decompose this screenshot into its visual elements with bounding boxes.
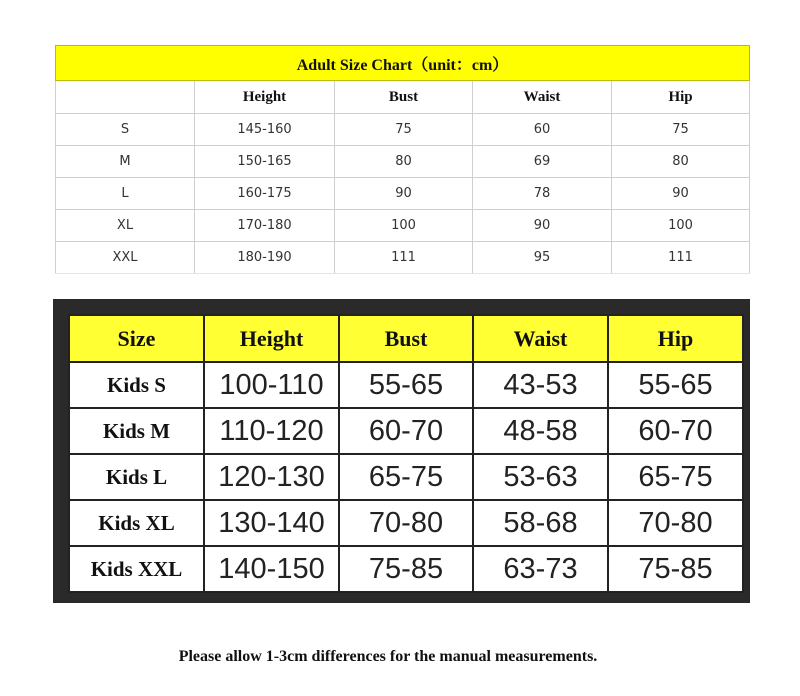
kids-cell-height: 100-110 bbox=[204, 362, 339, 408]
adult-cell-hip: 80 bbox=[612, 146, 750, 178]
adult-row-xl bbox=[56, 210, 750, 242]
kids-header-height: Height bbox=[204, 315, 339, 362]
adult-title-row bbox=[56, 46, 750, 81]
kids-cell-size: Kids M bbox=[69, 408, 204, 454]
adult-cell-hip: 90 bbox=[612, 178, 750, 210]
adult-cell-size: XXL bbox=[56, 242, 195, 274]
kids-cell-hip: 60-70 bbox=[608, 408, 743, 454]
adult-header-size bbox=[56, 81, 195, 114]
adult-row-l bbox=[56, 178, 750, 210]
adult-header-waist: Waist bbox=[473, 81, 612, 114]
adult-cell-bust: 75 bbox=[335, 114, 473, 146]
adult-cell-size: S bbox=[56, 114, 195, 146]
kids-cell-hip: 70-80 bbox=[608, 500, 743, 546]
adult-cell-size: XL bbox=[56, 210, 195, 242]
kids-cell-height: 130-140 bbox=[204, 500, 339, 546]
adult-cell-hip: 100 bbox=[612, 210, 750, 242]
adult-row-xxl bbox=[56, 242, 750, 274]
kids-cell-hip: 55-65 bbox=[608, 362, 743, 408]
kids-cell-bust: 75-85 bbox=[339, 546, 473, 592]
adult-header-row bbox=[56, 81, 750, 114]
kids-cell-bust: 70-80 bbox=[339, 500, 473, 546]
kids-cell-waist: 48-58 bbox=[473, 408, 608, 454]
adult-header-bust: Bust bbox=[335, 81, 473, 114]
kids-cell-waist: 53-63 bbox=[473, 454, 608, 500]
adult-cell-height: 180-190 bbox=[195, 242, 335, 274]
kids-header-row bbox=[69, 315, 743, 362]
kids-header-hip: Hip bbox=[608, 315, 743, 362]
kids-cell-hip: 75-85 bbox=[608, 546, 743, 592]
adult-cell-hip: 111 bbox=[612, 242, 750, 274]
adult-cell-waist: 90 bbox=[473, 210, 612, 242]
kids-header-bust: Bust bbox=[339, 315, 473, 362]
adult-cell-waist: 60 bbox=[473, 114, 612, 146]
kids-cell-waist: 58-68 bbox=[473, 500, 608, 546]
kids-cell-height: 110-120 bbox=[204, 408, 339, 454]
adult-header-hip: Hip bbox=[612, 81, 750, 114]
adult-cell-bust: 111 bbox=[335, 242, 473, 274]
adult-row-m bbox=[56, 146, 750, 178]
kids-cell-bust: 65-75 bbox=[339, 454, 473, 500]
kids-row-m bbox=[69, 408, 743, 454]
adult-header-height: Height bbox=[195, 81, 335, 114]
adult-size-table bbox=[55, 45, 750, 274]
kids-row-s bbox=[69, 362, 743, 408]
kids-cell-size: Kids L bbox=[69, 454, 204, 500]
adult-cell-waist: 78 bbox=[473, 178, 612, 210]
kids-cell-height: 120-130 bbox=[204, 454, 339, 500]
kids-cell-size: Kids XXL bbox=[69, 546, 204, 592]
kids-cell-size: Kids XL bbox=[69, 500, 204, 546]
adult-cell-height: 150-165 bbox=[195, 146, 335, 178]
adult-table-title: Adult Size Chart（unit：cm） bbox=[56, 46, 750, 81]
adult-cell-height: 145-160 bbox=[195, 114, 335, 146]
kids-cell-bust: 60-70 bbox=[339, 408, 473, 454]
adult-cell-bust: 100 bbox=[335, 210, 473, 242]
adult-cell-size: L bbox=[56, 178, 195, 210]
kids-cell-size: Kids S bbox=[69, 362, 204, 408]
kids-row-xl bbox=[69, 500, 743, 546]
kids-row-xxl bbox=[69, 546, 743, 592]
kids-cell-waist: 63-73 bbox=[473, 546, 608, 592]
measurement-note: Please allow 1-3cm differences for the manual measurements. bbox=[178, 648, 598, 665]
adult-cell-height: 170-180 bbox=[195, 210, 335, 242]
kids-header-waist: Waist bbox=[473, 315, 608, 362]
kids-cell-waist: 43-53 bbox=[473, 362, 608, 408]
adult-cell-bust: 80 bbox=[335, 146, 473, 178]
kids-cell-height: 140-150 bbox=[204, 546, 339, 592]
kids-cell-hip: 65-75 bbox=[608, 454, 743, 500]
kids-row-l bbox=[69, 454, 743, 500]
kids-size-table bbox=[68, 314, 744, 593]
kids-header-size: Size bbox=[69, 315, 204, 362]
adult-cell-hip: 75 bbox=[612, 114, 750, 146]
adult-cell-waist: 69 bbox=[473, 146, 612, 178]
adult-cell-bust: 90 bbox=[335, 178, 473, 210]
adult-cell-height: 160-175 bbox=[195, 178, 335, 210]
adult-cell-size: M bbox=[56, 146, 195, 178]
adult-row-s bbox=[56, 114, 750, 146]
adult-cell-waist: 95 bbox=[473, 242, 612, 274]
kids-cell-bust: 55-65 bbox=[339, 362, 473, 408]
kids-table-frame bbox=[53, 299, 750, 603]
